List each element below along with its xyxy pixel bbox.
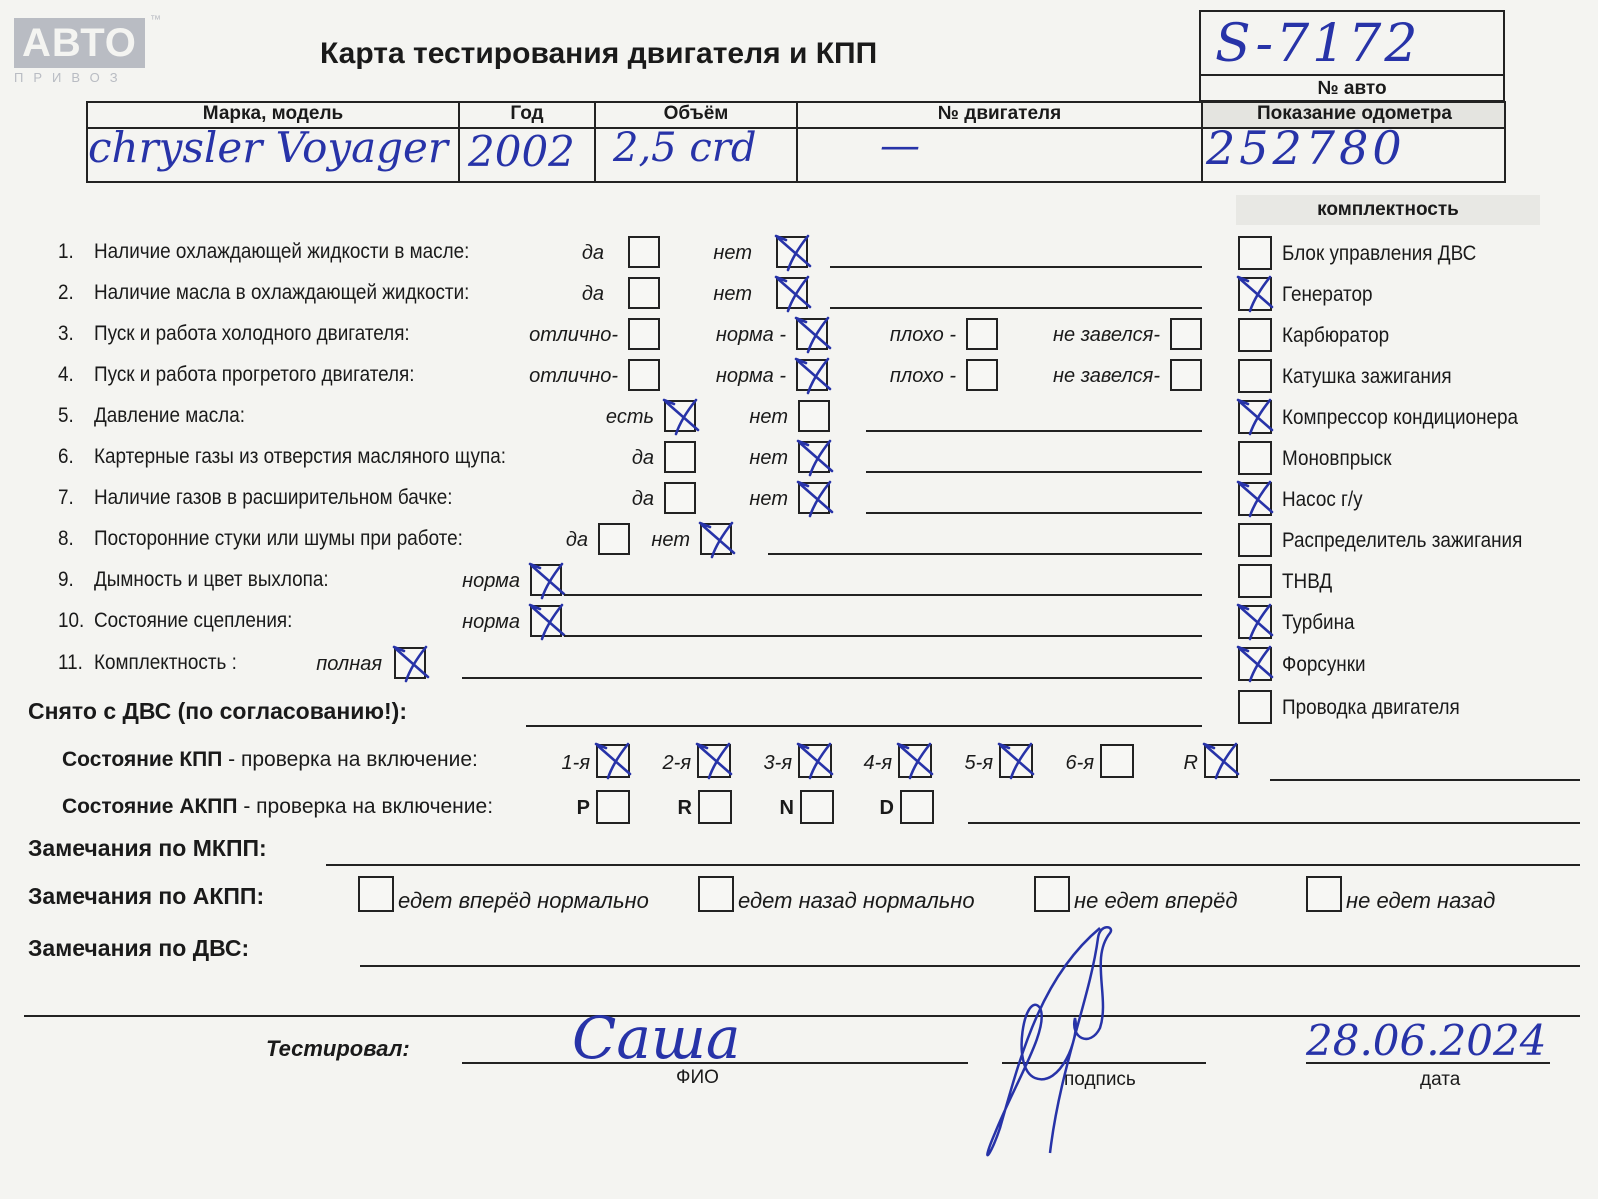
option-label: нет (749, 447, 788, 469)
option-checkbox[interactable] (530, 605, 562, 637)
option-checkbox[interactable] (966, 359, 998, 391)
dvs-remarks-line (360, 965, 1580, 967)
option-checkbox[interactable] (1170, 359, 1202, 391)
check-mark-icon (1236, 643, 1276, 683)
option-label: да (631, 488, 654, 510)
answer-line (866, 471, 1202, 473)
completeness-checkbox[interactable] (1238, 441, 1272, 475)
mode-checkbox[interactable] (800, 790, 834, 824)
question-number: 8. (58, 527, 74, 550)
akpp-label-rest: - проверка на включение: (237, 795, 494, 818)
question-number: 4. (58, 363, 74, 386)
gear-label: 2-я (662, 752, 691, 774)
akpp-remark-checkbox[interactable] (1034, 876, 1070, 912)
question-text: Комплектность : (94, 651, 237, 674)
gear-checkbox[interactable] (999, 744, 1033, 778)
check-mark-icon (896, 740, 936, 780)
kpp-label (62, 748, 478, 772)
signature-mark (980, 918, 1130, 1178)
gear-checkbox[interactable] (697, 744, 731, 778)
question-text: Наличие охлаждающей жидкости в масле: (94, 240, 470, 263)
completeness-checkbox[interactable] (1238, 564, 1272, 598)
option-label: не завелся- (1053, 324, 1160, 346)
option-checkbox[interactable] (700, 523, 732, 555)
page-title: Карта тестирования двигателя и КПП (320, 37, 878, 70)
completeness-item-label: Распределитель зажигания (1282, 529, 1523, 552)
year-value: 2002 (468, 127, 575, 176)
akpp-remark-label: не едет вперёд (1074, 888, 1238, 913)
auto-number-label: № авто (1317, 78, 1387, 99)
check-mark-icon (774, 232, 814, 272)
year-header: Год (510, 103, 544, 124)
completeness-checkbox[interactable] (1238, 690, 1272, 724)
question-text: Наличие газов в расширительном бачке: (94, 486, 453, 509)
date-caption: дата (1420, 1069, 1461, 1090)
removed-label: Снято с ДВС (по согласованию!): (28, 698, 407, 724)
engine-number-header: № двигателя (937, 103, 1062, 124)
option-label: нет (651, 529, 690, 551)
option-label: да (631, 447, 654, 469)
question-number: 3. (58, 322, 74, 345)
completeness-checkbox[interactable] (1238, 482, 1272, 516)
option-checkbox[interactable] (628, 359, 660, 391)
mkpp-remarks-label: Замечания по МКПП: (28, 835, 267, 861)
question-number: 1. (58, 240, 74, 263)
option-checkbox[interactable] (798, 400, 830, 432)
option-checkbox[interactable] (664, 400, 696, 432)
gear-label: 5-я (964, 752, 993, 774)
model-header: Марка, модель (202, 103, 344, 124)
akpp-remark-label: едет вперёд нормально (398, 888, 649, 913)
option-checkbox[interactable] (628, 277, 660, 309)
akpp-remark-label: не едет назад (1346, 888, 1496, 913)
option-checkbox[interactable] (598, 523, 630, 555)
akpp-remark-checkbox[interactable] (1306, 876, 1342, 912)
option-checkbox[interactable] (530, 564, 562, 596)
option-label: норма - (715, 324, 786, 346)
completeness-checkbox[interactable] (1238, 605, 1272, 639)
option-label: плохо - (889, 324, 956, 346)
logo-sub: ПРИВОЗ (14, 70, 128, 85)
logo (14, 14, 161, 85)
completeness-item-label: Блок управления ДВС (1282, 242, 1477, 265)
completeness-checkbox[interactable] (1238, 400, 1272, 434)
option-checkbox[interactable] (798, 441, 830, 473)
option-label: нет (749, 406, 788, 428)
completeness-item-label: Карбюратор (1282, 324, 1390, 347)
answer-line (866, 430, 1202, 432)
option-checkbox[interactable] (1170, 318, 1202, 350)
gear-checkbox[interactable] (596, 744, 630, 778)
question-text: Пуск и работа прогретого двигателя: (94, 363, 415, 386)
question-text: Давление масла: (94, 404, 245, 427)
option-checkbox[interactable] (664, 482, 696, 514)
option-checkbox[interactable] (628, 236, 660, 268)
option-label: отлично- (529, 324, 618, 346)
question-number: 10. (58, 609, 85, 632)
tested-by-label: Тестировал: (266, 1036, 410, 1061)
option-label: нет (749, 488, 788, 510)
completeness-item-label: Катушка зажигания (1282, 365, 1452, 388)
check-mark-icon (1236, 478, 1276, 518)
check-mark-icon (796, 478, 836, 518)
question-number: 7. (58, 486, 74, 509)
check-mark-icon (1236, 273, 1276, 313)
question-number: 5. (58, 404, 74, 427)
option-checkbox[interactable] (776, 277, 808, 309)
gear-checkbox[interactable] (1100, 744, 1134, 778)
gear-checkbox[interactable] (1204, 744, 1238, 778)
kpp-label-rest: - проверка на включение: (222, 748, 478, 771)
question-text: Пуск и работа холодного двигателя: (94, 322, 410, 345)
gear-checkbox[interactable] (798, 744, 832, 778)
gear-label: R (1183, 752, 1198, 774)
completeness-item-label: ТНВД (1282, 570, 1333, 593)
mode-checkbox[interactable] (698, 790, 732, 824)
mode-checkbox[interactable] (596, 790, 630, 824)
vehicle-table (86, 101, 1506, 183)
check-mark-icon (392, 643, 432, 683)
akpp-label-bold: Состояние АКПП (62, 795, 238, 818)
option-label: норма (462, 570, 520, 592)
option-label: да (581, 283, 604, 305)
model-value: chrysler Voyager (88, 123, 448, 172)
answer-line (564, 635, 1202, 637)
option-checkbox[interactable] (776, 236, 808, 268)
check-mark-icon (662, 396, 702, 436)
completeness-checkbox[interactable] (1238, 318, 1272, 352)
check-mark-icon (794, 314, 834, 354)
option-checkbox[interactable] (796, 318, 828, 350)
mode-label: D (879, 797, 894, 819)
completeness-item-label: Насос г/у (1282, 488, 1363, 511)
question-text: Состояние сцепления: (94, 609, 293, 632)
mode-label: R (677, 797, 692, 819)
completeness-item-label: Форсунки (1282, 653, 1366, 676)
volume-value: 2,5 crd (613, 125, 757, 171)
odometer-header: Показание одометра (1257, 103, 1452, 124)
check-mark-icon (794, 355, 834, 395)
check-mark-icon (528, 601, 568, 641)
gear-label: 6-я (1065, 752, 1094, 774)
completeness-item-label: Проводка двигателя (1282, 696, 1460, 719)
option-checkbox[interactable] (394, 647, 426, 679)
completeness-checkbox[interactable] (1238, 523, 1272, 557)
mode-label: N (779, 797, 794, 819)
option-label: норма (462, 611, 520, 633)
check-mark-icon (997, 740, 1037, 780)
gear-label: 4-я (863, 752, 892, 774)
option-label: да (581, 242, 604, 264)
gear-label: 1-я (561, 752, 590, 774)
question-number: 9. (58, 568, 74, 591)
option-checkbox[interactable] (798, 482, 830, 514)
mkpp-remarks-line (326, 864, 1580, 866)
volume-header: Объём (663, 103, 729, 124)
akpp-remark-checkbox[interactable] (358, 876, 394, 912)
check-mark-icon (528, 560, 568, 600)
engine-number-value: — (880, 123, 920, 169)
option-label: да (565, 529, 588, 551)
question-number: 6. (58, 445, 74, 468)
completeness-item-label: Турбина (1282, 611, 1355, 634)
check-mark-icon (796, 437, 836, 477)
option-checkbox[interactable] (966, 318, 998, 350)
akpp-remark-label: едет назад нормально (738, 888, 975, 913)
option-label: нет (713, 242, 752, 264)
dvs-remarks-label: Замечания по ДВС: (28, 935, 250, 961)
mode-checkbox[interactable] (900, 790, 934, 824)
name-caption: ФИО (676, 1067, 719, 1088)
option-checkbox[interactable] (628, 318, 660, 350)
question-text: Наличие масла в охлаждающей жидкости: (94, 281, 470, 304)
removed-line (526, 725, 1202, 727)
check-mark-icon (1236, 396, 1276, 436)
option-label: нет (713, 283, 752, 305)
answer-line (768, 553, 1202, 555)
auto-number-value: S-7172 (1215, 14, 1421, 74)
check-mark-icon (774, 273, 814, 313)
option-label: плохо - (889, 365, 956, 387)
gear-label: 3-я (763, 752, 792, 774)
completeness-item-label: Компрессор кондиционера (1282, 406, 1519, 429)
check-mark-icon (1236, 601, 1276, 641)
auto-number-box (1199, 10, 1505, 102)
check-mark-icon (698, 519, 738, 559)
question-number: 2. (58, 281, 74, 304)
check-mark-icon (594, 740, 634, 780)
completeness-item-label: Генератор (1282, 283, 1373, 306)
akpp-line (968, 822, 1580, 824)
auto-number-divider (1201, 74, 1503, 76)
akpp-remarks-label: Замечания по АКПП: (28, 883, 265, 909)
kpp-line (1270, 779, 1580, 781)
option-label: отлично- (529, 365, 618, 387)
option-label: полная (316, 653, 382, 675)
option-label: норма - (715, 365, 786, 387)
odometer-value: 252780 (1206, 121, 1406, 175)
date-value: 28.06.2024 (1306, 1016, 1547, 1065)
completeness-checkbox[interactable] (1238, 359, 1272, 393)
option-checkbox[interactable] (664, 441, 696, 473)
answer-line (866, 512, 1202, 514)
option-checkbox[interactable] (796, 359, 828, 391)
logo-tm: ™ (150, 14, 161, 26)
question-text: Посторонние стуки или шумы при работе: (94, 527, 463, 550)
completeness-checkbox[interactable] (1238, 236, 1272, 270)
option-label: не завелся- (1053, 365, 1160, 387)
check-mark-icon (695, 740, 735, 780)
completeness-checkbox[interactable] (1238, 647, 1272, 681)
option-label: есть (605, 406, 654, 428)
akpp-remark-checkbox[interactable] (698, 876, 734, 912)
gear-checkbox[interactable] (898, 744, 932, 778)
mode-label: P (576, 797, 590, 819)
completeness-heading: комплектность (1236, 195, 1540, 225)
question-text: Картерные газы из отверстия масляного щупа: (94, 445, 506, 468)
check-mark-icon (1202, 740, 1242, 780)
tester-name: Саша (572, 1004, 741, 1072)
signature-caption: подпись (1064, 1069, 1136, 1090)
question-number: 11. (58, 651, 83, 674)
answer-line (564, 594, 1202, 596)
completeness-checkbox[interactable] (1238, 277, 1272, 311)
logo-main: АВТО (14, 18, 145, 68)
answer-line (462, 677, 1202, 679)
question-text: Дымность и цвет выхлопа: (94, 568, 329, 591)
answer-line (830, 266, 1202, 268)
kpp-label-bold: Состояние КПП (62, 748, 223, 771)
akpp-label (62, 795, 493, 819)
check-mark-icon (796, 740, 836, 780)
answer-line (830, 307, 1202, 309)
completeness-item-label: Моновпрыск (1282, 447, 1392, 470)
